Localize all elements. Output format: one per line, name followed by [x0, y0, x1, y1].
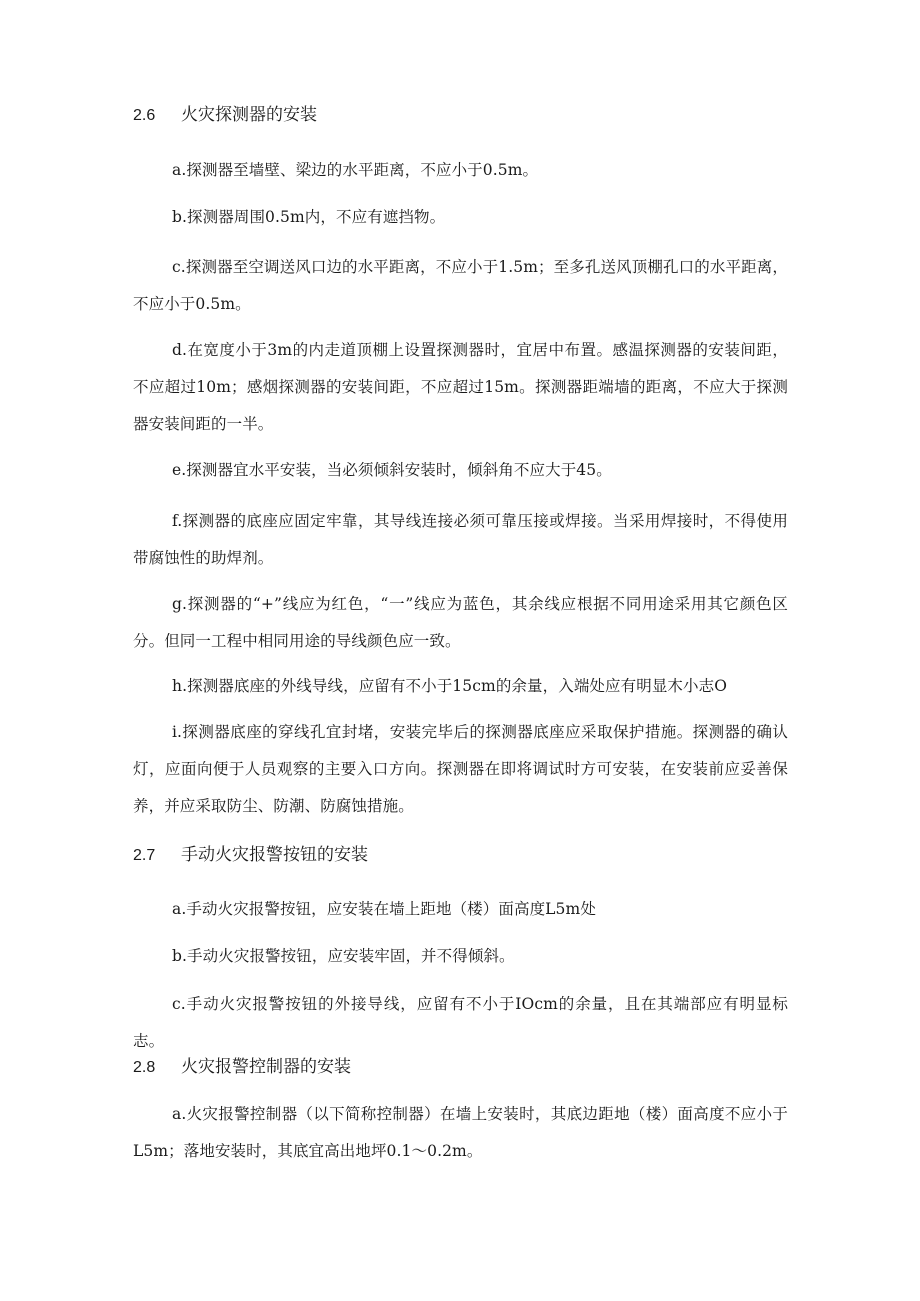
section-title: 火灾探测器的安装	[181, 105, 317, 125]
paragraph-2-6-e: e.探测器宜水平安装，当必须倾斜安装时，倾斜角不应大于45。	[172, 461, 612, 479]
paragraph-2-6-c: c.探测器至空调送风口边的水平距离，不应小于1.5m；至多孔送风顶棚孔口的水平距离，不应小于0.5m。	[133, 258, 788, 313]
paragraph-2-6-a: a.探测器至墙壁、梁边的水平距离，不应小于0.5m。	[172, 161, 539, 179]
section-number: 2.6	[133, 107, 156, 124]
section-title: 火灾报警控制器的安装	[181, 1057, 351, 1077]
section-title: 手动火灾报警按钮的安装	[181, 845, 368, 865]
section-heading-2-8	[133, 1056, 351, 1079]
paragraph-2-6-f: f.探测器的底座应固定牢靠，其导线连接必须可靠压接或焊接。当采用焊接时，不得使用带腐蚀性的助焊剂。	[133, 512, 788, 567]
paragraph-2-8-a: a.火灾报警控制器（以下简称控制器）在墙上安装时，其底边距地（楼）面高度不应小于L5m；落地安装时，其底宜高出地坪0.1～0.2m。	[133, 1105, 788, 1160]
paragraph-2-6-b: b.探测器周围0.5m内，不应有遮挡物。	[172, 208, 446, 226]
paragraph-2-6-h: h.探测器底座的外线导线，应留有不小于15cm的余量，入端处应有明显木小志O	[172, 677, 728, 695]
paragraph-2-6-i: i.探测器底座的穿线孔宜封堵，安装完毕后的探测器底座应采取保护措施。探测器的确认灯，应面向便于人员观察的主要入口方向。探测器在即将调试时方可安装，在安装前应妥善保养，并应采取防尘、防潮、防腐蚀措施。	[133, 723, 788, 815]
paragraph-2-6-g: g.探测器的“+”线应为红色，“一”线应为蓝色，其余线应根据不同用途采用其它颜色区分。但同一工程中相同用途的导线颜色应一致。	[133, 595, 788, 650]
paragraph-2-7-c: c.手动火灾报警按钮的外接导线，应留有不小于IOcm的余量，且在其端部应有明显标志。	[133, 995, 788, 1050]
paragraph-2-7-b: b.手动火灾报警按钮，应安装牢固，并不得倾斜。	[172, 947, 515, 965]
section-number: 2.7	[133, 847, 156, 864]
section-number: 2.8	[133, 1059, 156, 1076]
paragraph-2-7-a: a.手动火灾报警按钮，应安装在墙上距地（楼）面高度L5m处	[172, 900, 596, 918]
section-heading-2-6	[133, 104, 317, 127]
section-heading-2-7	[133, 844, 368, 867]
paragraph-2-6-d: d.在宽度小于3m的内走道顶棚上设置探测器时，宜居中布置。感温探测器的安装间距，不应超过10m；感烟探测器的安装间距，不应超过15m。探测器距端墙的距离，不应大于探测器安装间距的一半。	[133, 341, 788, 433]
